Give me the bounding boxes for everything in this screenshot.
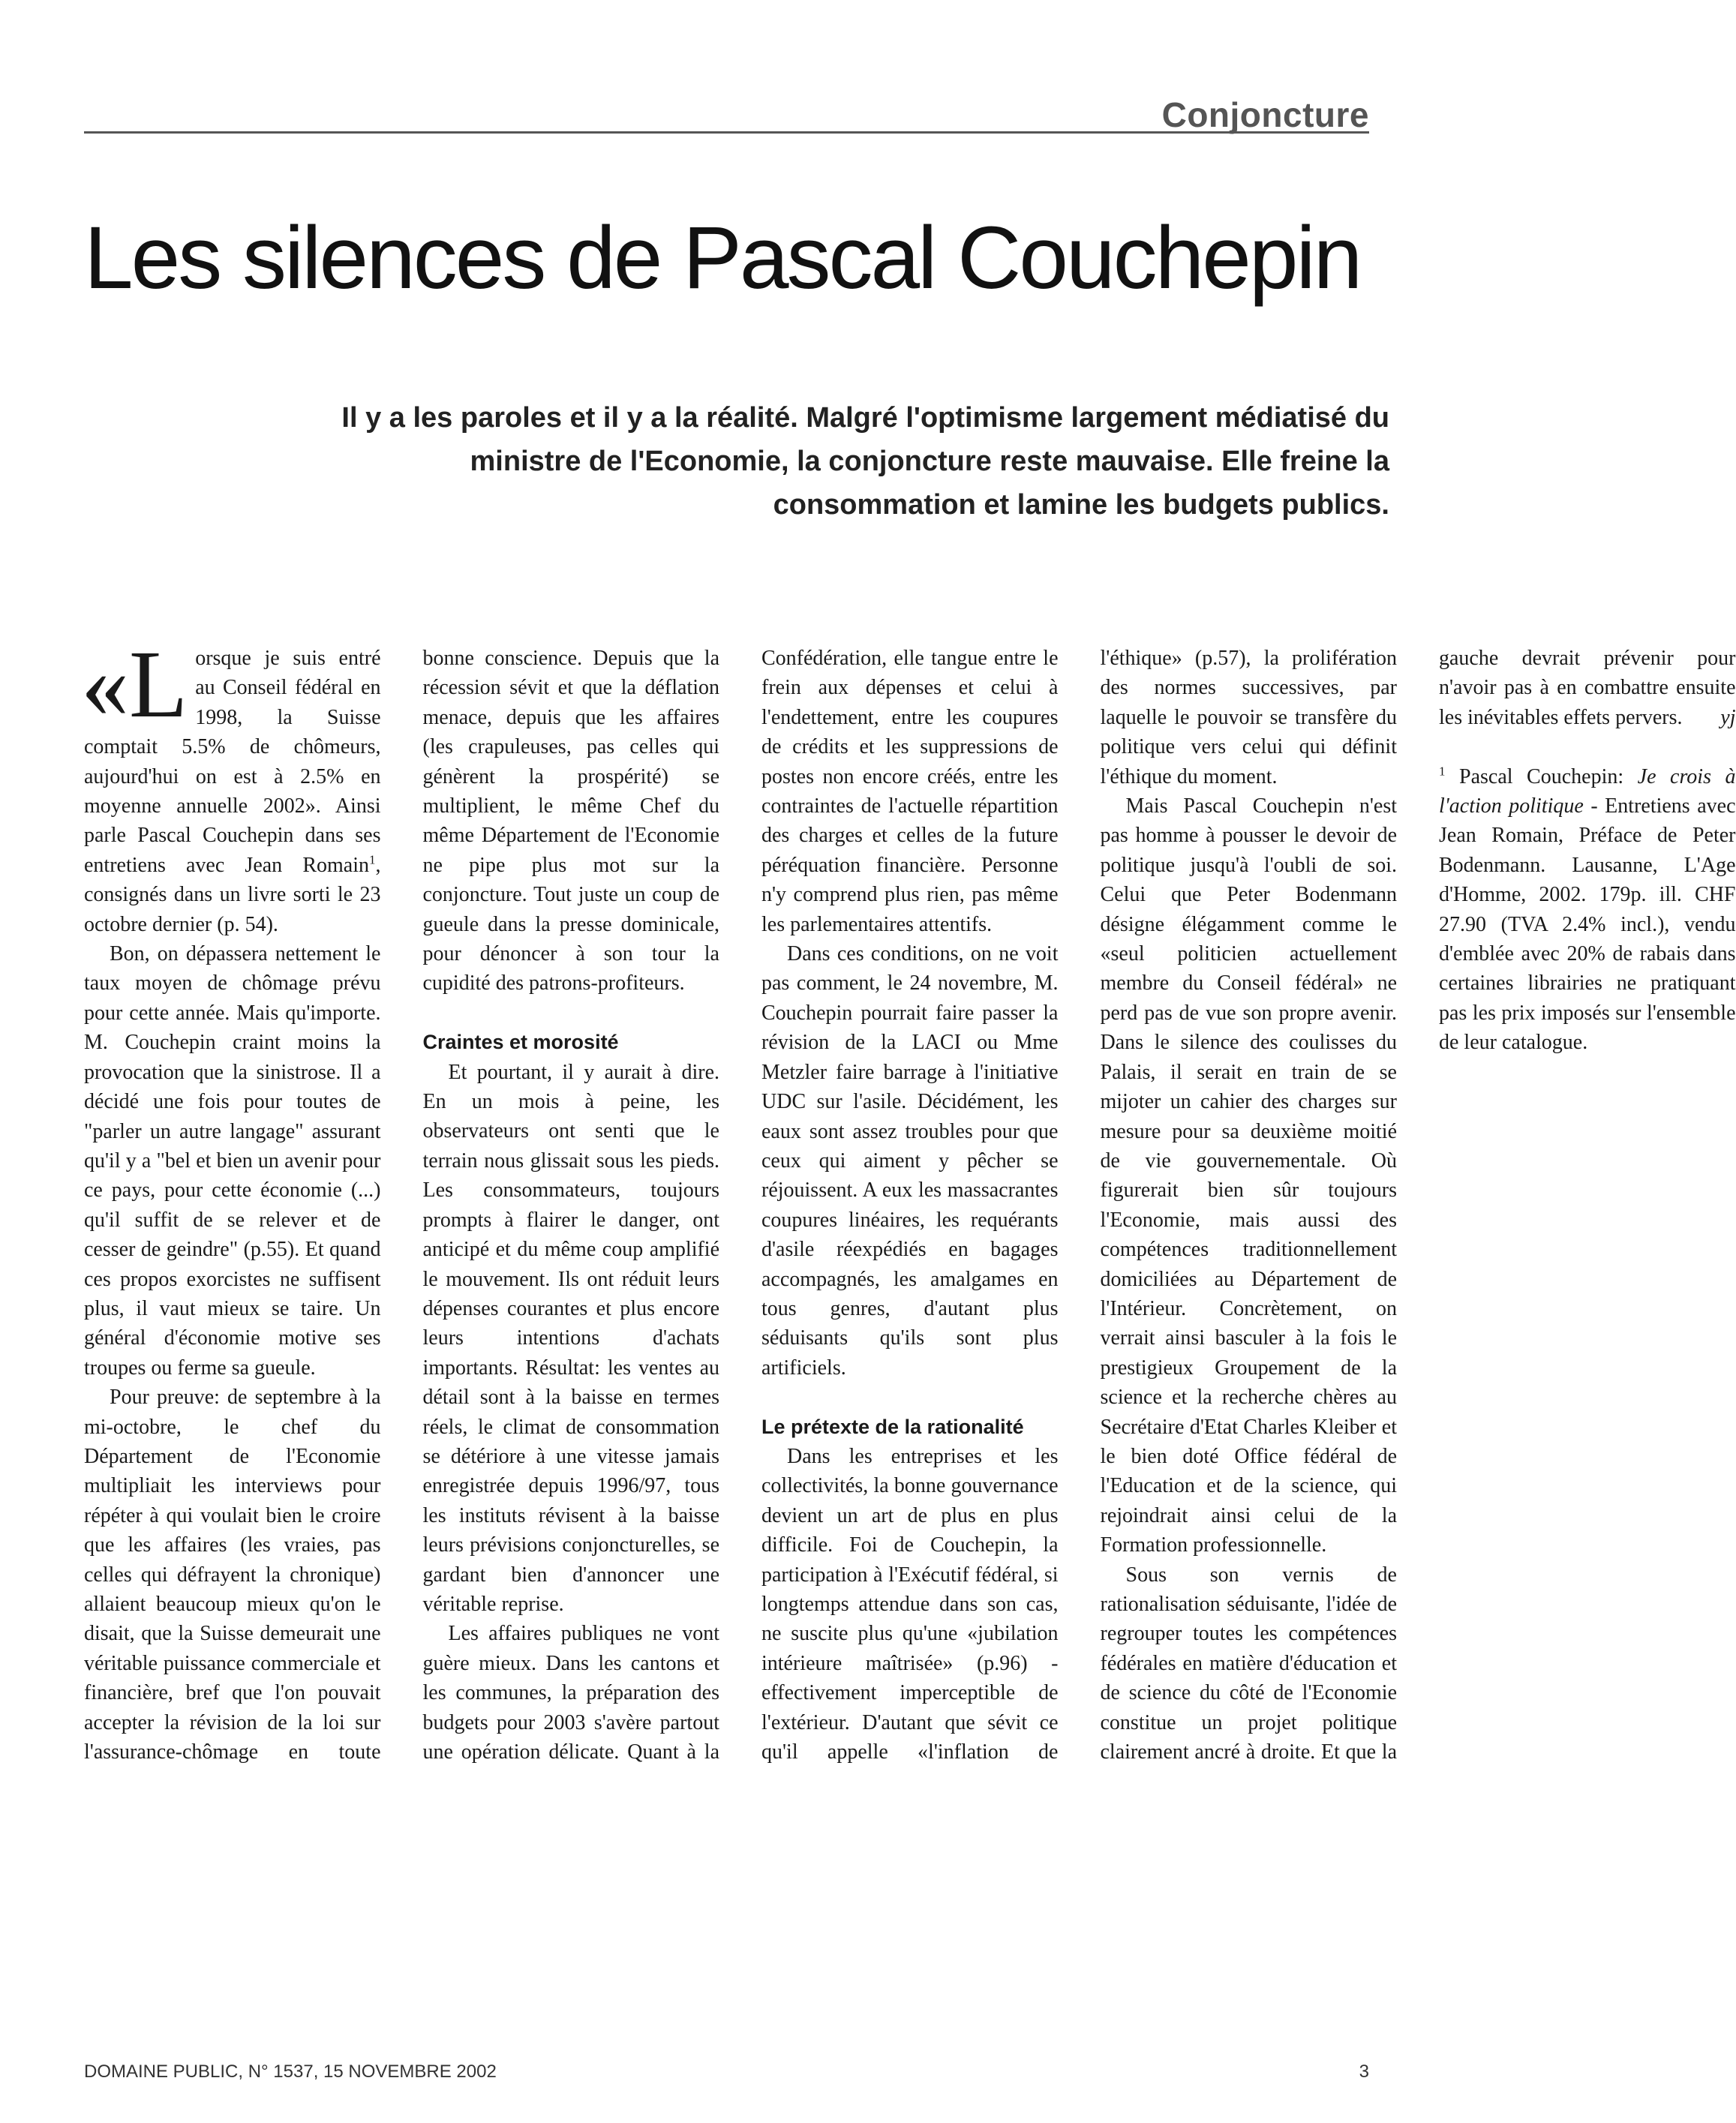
footnote-text-b: - Entretiens avec Jean Romain, Préface de Peter Bodenmann. Lausanne, L'Age d'Homme, 2002. 179p. ill. CHF 27.90 (TVA 2.4% incl.), vendu d'emblée avec 20% de rabais dans certaines librairies ne pratiquant pas les prix imposés sur l'ensemble de leur catalogue.	[1439, 794, 1736, 1055]
footer-page-number: 3	[1359, 2061, 1369, 2082]
header-rule	[84, 131, 1369, 134]
footnote	[1439, 762, 1736, 1058]
paragraph-4: Et pourtant, il y aurait à dire. En un mois à peine, les observateurs ont senti que le terrain nous glissait sous les pieds. Les consommateurs, toujours prompts à flairer le danger, ont anticipé et du même coup amplifié le mouvement. Ils ont réduit leurs dépenses courantes et plus encore leurs intentions d'achats importants. Résultat: les ventes au détail sont à la baisse en termes réels, le climat de consommation se détériore à une vitesse jamais enregistrée depuis 1996/97, tous les instituts révisent à la baisse leurs prévisions conjoncturelles, se gardant bien d'annoncer une véritable reprise.	[422, 1060, 719, 1616]
section-label: Conjoncture	[1161, 95, 1369, 134]
paragraph-3: Pour preuve: de septembre à la mi-octobre, le chef du Département de l'Economie multipliait les interviews pour répéter à qui voulait bien le croire que les affaires (les vraies, pas celles qui défrayent la chronique) allaient beaucoup mieux qu'on le disait, que la Suisse demeurait une véritable puissance commerciale et financière, bref que l'on pouvait accepter la révision de la loi sur l'assurance-chômage en toute bonne conscience. Depuis que la récession sévit et que la déflation menace, depuis que les affaires (les crapuleuses, pas celles qui génèrent la prospérité) se multiplient, le même Chef du même Département de l'Economie ne pipe plus mot sur la conjoncture. Tout juste un coup de gueule dans la presse dominicale, pour dénoncer à son tour la cupidité des patrons-profiteurs.	[84, 647, 719, 1764]
drop-cap: «L	[81, 631, 188, 737]
article-title: Les silences de Pascal Couchepin	[84, 209, 1361, 308]
footnote-number: 1	[1439, 764, 1446, 779]
paragraph-8: Mais Pascal Couchepin n'est pas homme à pousser le devoir de politique jusqu'à l'oubli de soi. Celui que Peter Bodenmann désigne élégamment comme le «seul politicien actuellement membre du Conseil fédéral» ne perd pas de vue son propre avenir. Dans le silence des coulisses du Palais, il serait en train de se mijoter un cahier des charges sur mesure pour sa deuxième moitié de vie gouvernementale. Où figurerait bien sûr toujours l'Economie, mais aussi des compétences traditionnellement domiciliées au Département de l'Intérieur. Concrètement, on verrait ainsi basculer à la fois le prestigieux Groupement de la science et la recherche chères au Secrétaire d'Etat Charles Kleiber et le bien doté Office fédéral de l'Education et de la science, qui rejoindrait ainsi celui de la Formation professionnelle.	[1100, 794, 1397, 1557]
subheading-pretexte: Le prétexte de la rationalité	[761, 1415, 1024, 1438]
paragraph-6: Dans ces conditions, on ne voit pas comment, le 24 novembre, M. Couchepin pourrait faire passer la révision de la LACI ou Mme Metzler faire barrage à l'initiative UDC sur l'asile. Décidément, les eaux sont assez troubles pour que ceux qui aiment y pêcher se réjouissent. A eux les massacrantes coupures linéaires, les requérants d'asile réexpédiés en bagages accompagnés, les amalgames en tous genres, d'autant plus séduisants qu'ils sont plus artificiels.	[761, 942, 1059, 1380]
subheading-craintes: Craintes et morosité	[422, 1031, 619, 1054]
paragraph-7: Dans les entreprises et les collectivités, la bonne gouvernance devient un art de plus en plus difficile. Foi de Couchepin, la participation à l'Exécutif fédéral, si longtemps attendue dans son cas, ne suscite plus qu'une «jubilation intérieure maîtrisée» (p.96) - effectivement imperceptible de l'extérieur. D'autant que sévit ce qu'il appelle «l'inflation de l'éthique» (p.57), la prolifération des normes successives, par laquelle le pouvoir se transfère du politique vers celui qui définit l'éthique du moment.	[761, 647, 1397, 1764]
footnote-ref: 1	[369, 852, 376, 867]
footer-publication: DOMAINE PUBLIC, N° 1537, 15 NOVEMBRE 2002	[84, 2061, 497, 2082]
paragraph-5: Les affaires publiques ne vont guère mieux. Dans les cantons et les communes, la préparation des budgets pour 2003 s'avère partout une opération délicate. Quant à la Confédération, elle tangue entre le frein aux dépenses et celui à l'endettement, entre les coupures de crédits et les suppressions de postes non encore créés, entre les contraintes de l'actuelle répartition des charges et celles de la future péréquation financière. Personne n'y comprend plus rien, pas même les parlementaires attentifs.	[422, 647, 1059, 1764]
paragraph-1-text: orsque je suis entré au Conseil fédéral en 1998, la Suisse comptait 5.5% de chômeurs, aujourd'hui on est à 2.5% en moyenne annuelle 2002». Ainsi parle Pascal Couchepin dans ses entretiens avec Jean Romain	[84, 647, 381, 877]
footnote-text-a: Pascal Couchepin:	[1445, 764, 1638, 788]
paragraph-9-text: Sous son vernis de rationalisation séduisante, l'idée de regrouper toutes les compétences fédérales en matière d'éducation et de science du côté de l'Economie constitue un projet politique clairement ancré à droite. Et que la gauche devrait prévenir pour n'avoir pas à en combattre ensuite les inévitables effets pervers.	[1100, 647, 1736, 1764]
article-lead: Il y a les paroles et il y a la réalité. Malgré l'optimisme largement médiatisé du ministre de l'Economie, la conjoncture reste mauvaise. Elle freine la consommation et lamine les budgets publics.	[341, 402, 1389, 521]
paragraph-1-end: , consignés dans un livre sorti le 23 octobre dernier (p. 54).	[84, 853, 381, 936]
paragraph-1	[81, 631, 381, 939]
article-body	[81, 631, 1736, 1791]
author-signature: yj	[1720, 705, 1736, 729]
footnote-book-title: Je crois à l'action politique	[1439, 764, 1736, 818]
paragraph-2: Bon, on dépassera nettement le taux moyen de chômage prévu pour cette année. Mais qu'importe. M. Couchepin craint moins la provocation que la sinistrose. Il a décidé une fois pour toutes de "parler un autre langage" assurant qu'il y a "bel et bien un avenir pour ce pays, pour cette économie (...) qu'il suffit de se relever et de cesser de geindre" (p.55). Et quand ces propos exorcistes ne suffisent plus, il vaut mieux se taire. Un général d'économie motive ses troupes ou ferme sa gueule.	[84, 942, 381, 1380]
